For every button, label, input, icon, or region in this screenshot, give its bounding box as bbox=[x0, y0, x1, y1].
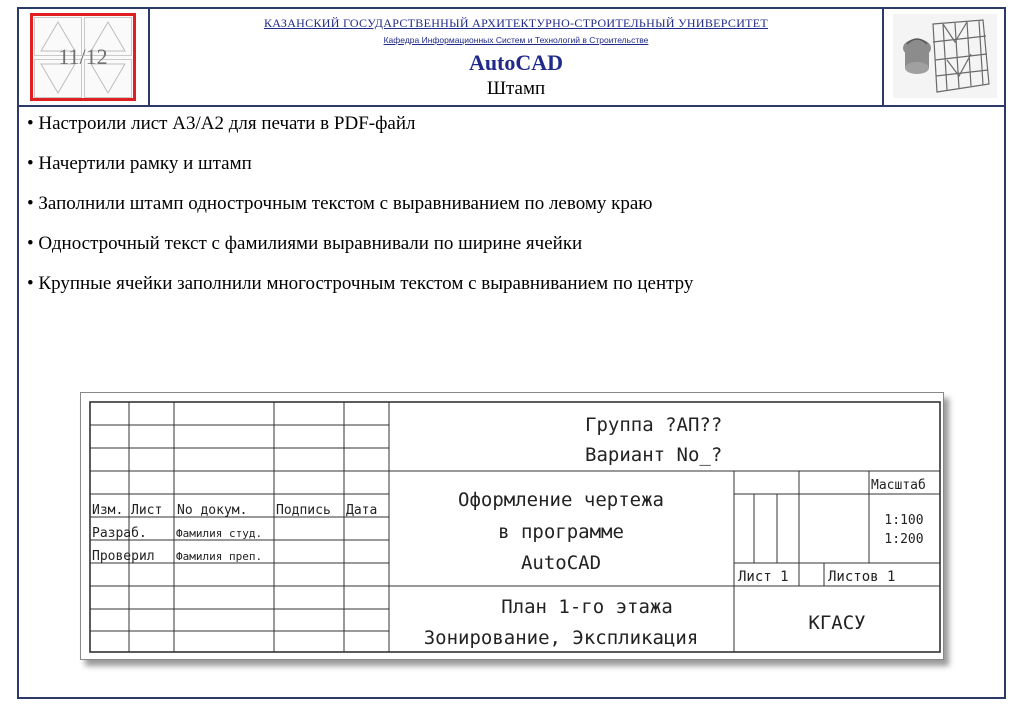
department-link[interactable]: Кафедра Информационных Систем и Технологий в Строительстве bbox=[383, 35, 649, 45]
list-item: • Начертили рамку и штамп bbox=[27, 153, 252, 174]
page-title: AutoCAD bbox=[468, 50, 564, 75]
stamp-variant: Вариант No_? bbox=[585, 444, 723, 466]
stamp-drawing-title-1: Оформление чертежа bbox=[458, 489, 664, 511]
stamp-col-doc: No докум. bbox=[177, 503, 248, 518]
stamp-check-name: Фамилия преп. bbox=[176, 550, 263, 563]
stamp-row-check: Проверил bbox=[92, 549, 155, 564]
list-item: • Крупные ячейки заполнили многострочным текстом с выравниванием по центру bbox=[27, 273, 694, 294]
building-logo-icon bbox=[893, 14, 997, 98]
university-link[interactable]: КАЗАНСКИЙ ГОСУДАРСТВЕННЫЙ АРХИТЕКТУРНО-СТРОИТЕЛЬНЫЙ УНИВЕРСИТЕТ bbox=[263, 16, 769, 30]
bullet-list bbox=[27, 114, 693, 314]
list-item: • Заполнили штамп однострочным текстом с выравниванием по левому краю bbox=[27, 193, 653, 214]
stamp-drawing-title-2: в программе bbox=[498, 521, 624, 543]
stamp-scale-2: 1:200 bbox=[884, 532, 924, 547]
stamp-drawing-title-3: AutoCAD bbox=[520, 552, 602, 574]
stamp-row-dev: Разраб. bbox=[92, 526, 147, 541]
stamp-org: КГАСУ bbox=[808, 612, 866, 634]
stamp-dev-name: Фамилия студ. bbox=[176, 527, 263, 540]
stamp-plan-2: Зонирование, Экспликация bbox=[423, 627, 699, 649]
page-subtitle: Штамп bbox=[486, 78, 546, 99]
list-item: • Однострочный текст с фамилиями выравнивали по ширине ячейки bbox=[27, 233, 583, 254]
list-item: • Настроили лист А3/А2 для печати в PDF-файл bbox=[27, 113, 416, 134]
title-block-stamp bbox=[80, 392, 944, 660]
header-divider-right bbox=[882, 7, 884, 106]
stamp-scale-label: Масштаб bbox=[871, 478, 926, 493]
stamp-scale-1: 1:100 bbox=[884, 513, 924, 528]
stamp-sheets: Листов 1 bbox=[828, 569, 896, 585]
stamp-col-sign: Подпись bbox=[276, 503, 331, 518]
page-indicator: 11/12 bbox=[58, 44, 108, 69]
header-divider bbox=[17, 105, 1006, 107]
stamp-col-list: Лист bbox=[131, 503, 163, 518]
slide-navigator[interactable] bbox=[30, 13, 136, 101]
stamp-plan-1: План 1-го этажа bbox=[501, 596, 673, 618]
stamp-col-date: Дата bbox=[346, 503, 378, 518]
stamp-group: Группа ?АП?? bbox=[585, 414, 723, 436]
stamp-col-izm: Изм. bbox=[92, 503, 124, 518]
stamp-sheet: Лист 1 bbox=[738, 569, 789, 585]
